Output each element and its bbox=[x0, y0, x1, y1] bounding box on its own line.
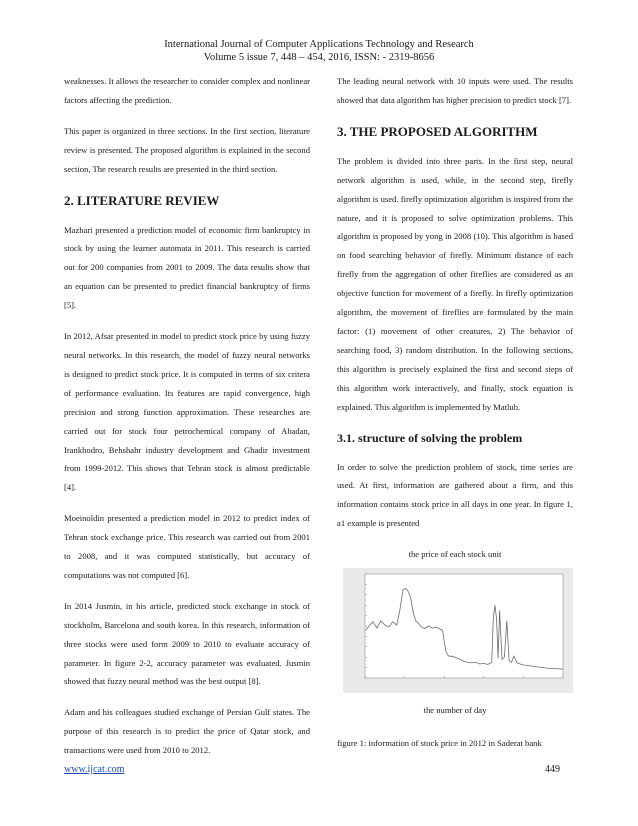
paragraph: In order to solve the prediction problem of stock, time series are used. At first, information are gathered about a firm, and this information contains stock price in all days in one year. In figure 1, a1 example is presented bbox=[337, 461, 573, 529]
section-heading-literature-review: 2. LITERATURE REVIEW bbox=[64, 192, 220, 208]
paragraph: Moeinoldin presented a prediction model in 2012 to predict index of Tehran stock exchange price. This research was carried out from 2001 to 2008, and it was computed statistically, but accuracy of computations was not computed [6]. bbox=[64, 513, 310, 580]
right-column bbox=[337, 72, 573, 765]
paragraph: The leading neural network with 10 inputs were used. The results showed that data algorithm has higher precision to predict stock [7]. bbox=[337, 76, 573, 105]
figure-caption: figure 1: information of stock price in 2012 in Saderat bank bbox=[337, 737, 542, 748]
paragraph: In 2014 Jusmin, in his article, predicted stock exchange in stock of stockholm, Barcelona and south korea. In this research, information of three stocks were used form 2009 to 2010 to evaluate accuracy of parameter. In figure 2-2, accuracy parameter was evaluated. Jusmin showed that fuzzy neural method was the best output [8]. bbox=[64, 600, 310, 687]
paragraph: Mazhari presented a prediction model of economic firm bankruptcy in stock by using the learner automata in 2011. This research is carried out for 200 companies from 2001 to 2009. The data results show that an equation can be presented to predict financial bankruptcy of firms [5]. bbox=[64, 224, 310, 311]
paragraph: The problem is divided into three parts. In the first step, neural network algorithm is used, while, in the second step, firefly algorithm is used. firefly optimization algorithm is inspired from the nature, and it is proposed to solve optimization problems. This algorithm is proposed by yong in 2008 (10). This algorithm is based on food searching behavior of firefly. Minimum distance of each firefly from the aggregation of other fireflies are considered as an objective function for movement of a firefly. In firefly optimization algorithm, the movement of fireflies are formulated by the main factor: (1) movement of other creatures, 2) The behavior of searching food, 3) random distribution. In the following sections, this algorithm is precisely explained the first and second steps of this algorithm work interactively, and finally, stock equation is explained. This algorithm is implemented by Matlub. bbox=[337, 155, 573, 412]
paragraph: weaknesses. It allows the researcher to consider complex and nonlinear factors affecting the prediction. bbox=[64, 76, 310, 105]
paragraph: This paper is organized in three sections. In the first section, literature review is presented. The proposed algorithm is explained in the second section, The research results are presented in the third section. bbox=[64, 125, 310, 174]
journal-title: International Journal of Computer Applications Technology and Research bbox=[164, 39, 474, 50]
journal-volume: Volume 5 issue 7, 448 – 454, 2016, ISSN: - 2319-8656 bbox=[203, 52, 435, 63]
section-heading-proposed-algorithm: 3. THE PROPOSED ALGORITHM bbox=[337, 123, 538, 139]
figure-xlabel: the number of day bbox=[423, 705, 487, 716]
subsection-heading-structure: 3.1. structure of solving the problem bbox=[337, 430, 523, 445]
stock-price-chart bbox=[343, 568, 573, 693]
journal-website-link[interactable]: www.ijcat.com bbox=[64, 764, 125, 775]
left-column bbox=[64, 72, 310, 772]
figure-title: the price of each stock unit bbox=[408, 549, 502, 560]
plot-area bbox=[365, 574, 563, 678]
paragraph: In 2012, Afsar presented in model to predict stock price by using fuzzy neural networks. In this research, the model of fuzzy neural networks is designed to predict stock price. It is computed in terms of six critera of performance evaluation. Its features are rapid convergence, high precision and strong function approximation. These researches are carried out for stock four petrochemical company of Abadan, Irankhodro, Behshahr industry development and Ghadir investment from 1999-2012. This shows that Tehran stock is almost predictable [4]. bbox=[64, 331, 310, 493]
journal-header bbox=[0, 38, 638, 64]
page-number: 449 bbox=[545, 764, 560, 775]
paragraph: Adam and his colleagues studied exchange of Persian Gulf states. The purpose of this research is to predict the price of Qatar stock, and transactions were used from 2010 to 2012. bbox=[64, 707, 310, 756]
